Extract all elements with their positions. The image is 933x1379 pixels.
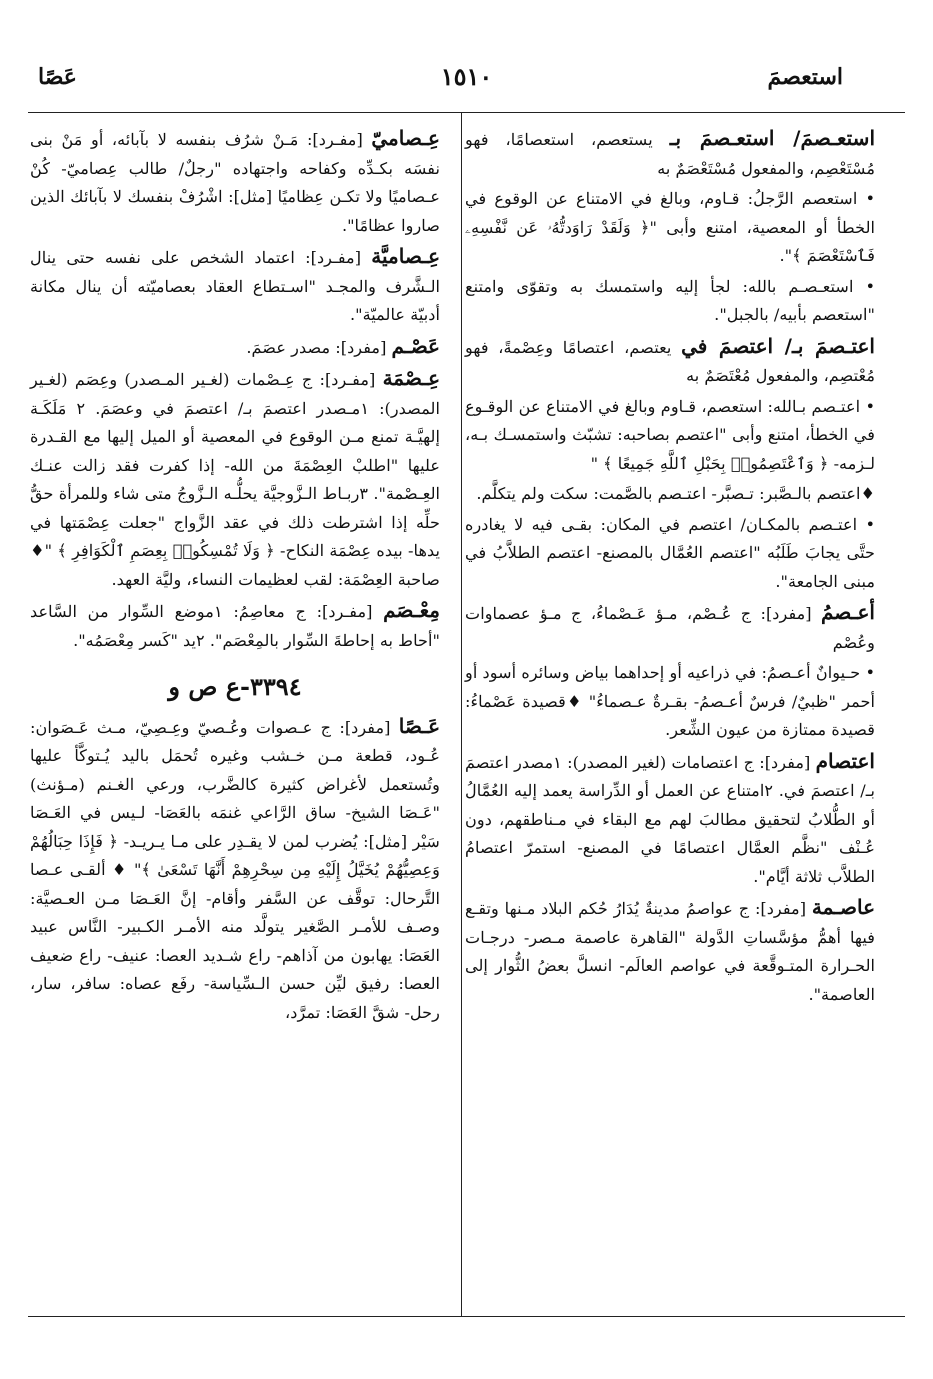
- section-title: ٣٣٩٤-ع ص و: [168, 672, 302, 701]
- dictionary-entry: [30, 124, 440, 240]
- dictionary-entry: [465, 273, 875, 330]
- entry-headword: عاصـمة: [811, 895, 875, 919]
- entry-text: ♦اعتصم بالـصَّبر: تـصبَّر- اعتـصم بالصَّمت: سكت ولم يتكلَّم.: [476, 484, 875, 503]
- page-number: ١٥١٠: [440, 62, 493, 91]
- dictionary-entry: [465, 124, 875, 183]
- entry-headword: اعتـصمَ بـ/ اعتصمَ في: [681, 333, 875, 358]
- right-column: [465, 124, 875, 1011]
- dictionary-entry: [30, 332, 440, 363]
- entry-text: • اعتـصم بالمكـان/ اعتصم في المكان: بقـى فيه لا يغادره حتَّى يجابَ طَلَبُه "اعتصم العُمَّال بالمصنع- اعتصم الطلاَّبُ في مبنى الجامعة".: [465, 514, 875, 591]
- entry-headword: مِعْـصَم: [383, 598, 440, 622]
- entry-text: يستعصم، استعصامًا، فهو مُسْتَعْصِم، والمفعول مُسْتَعْصَمٌ به: [465, 130, 875, 178]
- dictionary-entry: [30, 596, 440, 655]
- entry-headword: استعـصمَ/ استعـصمَ بـ: [669, 126, 875, 150]
- running-head-right: استعصمَ: [767, 64, 843, 90]
- entry-text: [مفـرد]: اعتماد الشخص على نفسه حتى ينال الـشَّرف والمجـد "اسـتطاع العقاد بعصاميّته أن ينال مكانة أدبيّة عالميّة".: [30, 248, 440, 324]
- entry-text: • حـيوانٌ أعـصمُ: في ذراعيه أو إحداهما بياض وسائره أسود أو أحمر "ظبيٌ/ فرسٌ أعـصمُ- بقـرةٌ عـصماءُ" ♦قصيدة عَصْماءُ: قصيدة ممتازة من عيون الشِّعر.: [465, 663, 875, 739]
- left-column: [30, 124, 440, 1029]
- entry-text: [مفـرد]: مَـنْ شرُف بنفسه لا بآبائه، أو مَنْ بنى نفسَه بكـدِّه وكفاحه واجتهاده "رجلٌ/ طالب عِصاميّ- كُنْ عـصاميًا ولا تكـن عِظاميًا [مثل]: اشْرُفْ بنفسك لا بآبائك الذين صاروا عظامًا".: [30, 130, 440, 235]
- entry-headword: عِـصاميّ: [371, 126, 440, 150]
- dictionary-entry: [465, 511, 875, 597]
- dictionary-entry: [465, 393, 875, 479]
- entry-headword: عِـصْمَة: [382, 366, 440, 390]
- entry-text: [مفرد]: ج اعتصامات (لغير المصدر): ١مصدر اعتصمَ بـ/ اعتصمَ في. ٢امتناع عن العمل أو الدِّراسة يعمد إليه العُمَّالُ أو الطُّلابُ لتحقيق مطالبَ لهم مع البقاء في مـناطقهم، دون عُـنْف "نظَّم العمَّال اعتصامًا في المصنع- استمرّ اعتصامُ الطلاَّب ثلاثة أيَّام".: [465, 752, 875, 886]
- entry-text: [مفـرد]: ج معاصِمُ: ١موضع السِّوار من السَّاعد "أحاط به إحاطةَ السِّوار بالمِعْصَم". ٢يد "كَسر مِعْصَمُه".: [30, 602, 440, 650]
- entry-headword: اعتصام: [815, 748, 875, 773]
- column-divider: [461, 112, 462, 1316]
- entry-text: [مفرد]: ج عـصوات وعُـصيّ وعِـصِيّ، مـث عَـصَوان: عُـود، قطعة مـن خـشب وغيره تُحمَل باليد يُـتوكَّأ عليها وتُستعمل لأغراض كثيرة كالضَّرب، ورعي الغـنم (مـؤنث) "عَـصَا الشيخ- ساق الرَّاعي غنمَه بالعَصَا- لـيس في العَـصَا سَيْر [مثل]: يُضرب لمن لا يقـدِر على مـا يـريـد- ﴿ فَإِذَا حِبَالُهُمْ وَعِصِيُّهُمْ يُخَيَّلُ إِلَيْهِ مِن سِحْرِهِمْ أَنَّهَا تَسْعَىٰ ﴾" ♦ ألقـى عـصا التَّرحال: توقَّف عن السَّفر وأقام- إنَّ العَـصَا مـن العـصيَّة: وصـف للأمـر الصَّغير يتولَّد منه الأمـر الكـبير- النَّاس عبيد العَصَا: يهابون من آذاهم- راع شـديد العصا: عنيف- راع ضعيف العصا: رفيق ليِّن حسن الـسِّياسة- رفَع عصاه: سافر، سار، رحل- شقَّ العَصَا: تمرَّد،: [30, 717, 440, 1022]
- entry-text: يعتصم، اعتصامًا وعِصْمةً، فهو مُعْتصِم، والمفعول مُعْتَصَمٌ به: [465, 337, 875, 385]
- running-head-left: عَصًا: [38, 64, 77, 90]
- page-header: [30, 58, 903, 98]
- bottom-rule: [28, 1316, 905, 1317]
- dictionary-entry: [465, 659, 875, 745]
- entry-headword: أعـصمُ: [820, 600, 875, 624]
- top-rule: [28, 112, 905, 113]
- dictionary-entry: [30, 712, 440, 1028]
- entry-text: [مفرد]: ج عُـصْم، مـؤ عَـصْماءُ، ج مـؤ عصماوات وعُصْم: [465, 604, 875, 652]
- entry-headword: عِـصاميَّة: [371, 244, 440, 268]
- dictionary-entry: [465, 747, 875, 892]
- entry-text: [مفرد]: ج عواصمُ مدينةٌ يُدَارُ حُكم البلاد مـنها وتقـع فيها أهمُّ مؤسَّساتِ الدَّولة "القاهرة عاصمة مـصر- درجـات الحـرارة المتـوقَّعة في عواصم العالَم- انسلَّ بعضُ الثُّوار إلى العاصمة".: [465, 899, 875, 1004]
- entry-text: • استعصم الرَّجلُ: قـاوم، وبالغ في الامتناع عن الوقوع في الخطأ أو المعصية، امتنع وأبى "﴿ وَلَقَدْ رَاوَدتُّهُۥ عَن نَّفْسِهِۦ فَٱسْتَعْصَمَ ﴾".: [465, 189, 875, 265]
- entry-text: [مفرد]: مصدر عصَمَ.: [246, 337, 392, 357]
- entry-text: • اعتـصم بـالله: استعصم، قـاوم وبالغ في الامتناع عن الوقـوع في الخطأ، امتنع وأبى "اعتصم بصاحبه: تشبّث واستمسـك بـه، لـزمه- ﴿ وَٱعْتَصِمُوا۟ بِحَبْلِ ٱللَّهِ جَمِيعًا ﴾ ": [465, 396, 875, 473]
- dictionary-entry: [465, 598, 875, 657]
- dictionary-entry: [30, 242, 440, 330]
- dictionary-entry: [30, 364, 440, 594]
- entry-headword: عَـصًا: [398, 713, 440, 738]
- entry-text: • استعـصـم بالله: لجأ إليه واستمسك به وتقوّى وامتنع "استعصم بأبيه/ بالجبل".: [465, 276, 875, 324]
- dictionary-entry: [465, 480, 875, 509]
- dictionary-entry: [465, 332, 875, 391]
- entry-headword: عَصْـم: [391, 333, 440, 358]
- dictionary-entry: [465, 893, 875, 1009]
- dictionary-entry: [465, 185, 875, 271]
- entry-text: [مفـرد]: ج عِـصْمات (لغـير المـصدر) وعِصَم (لغـير المصدر): ١مـصدر اعتصمَ بـ/ اعتصمَ في وعصَمَ. ٢ مَلَكَـة إلهيَّـة تمنع مـن الوقوع في المعصية أو الميل إليها مع القـدرة عليها "اطلبْ العِصْمَةَ من الله- إذا كفرت فقد زالت عنـك العِـصْمة". ٣ربـاط الـزَّوجيَّة يحلُّـه الـزَّوجُ متى شاء وللمرأة حقُّ حلِّه إذا اشترطت ذلك في عقد الزَّواج "جعلت عِصْمَتها في يدها- بيده عِصْمَة النكاح- ﴿ وَلَا تُمْسِكُوا۟ بِعِصَمِ ٱلْكَوَافِرِ ﴾ "♦ صاحبة العِصْمَة: لقب لعظيمات النساء، وليَّة العهد.: [30, 370, 440, 589]
